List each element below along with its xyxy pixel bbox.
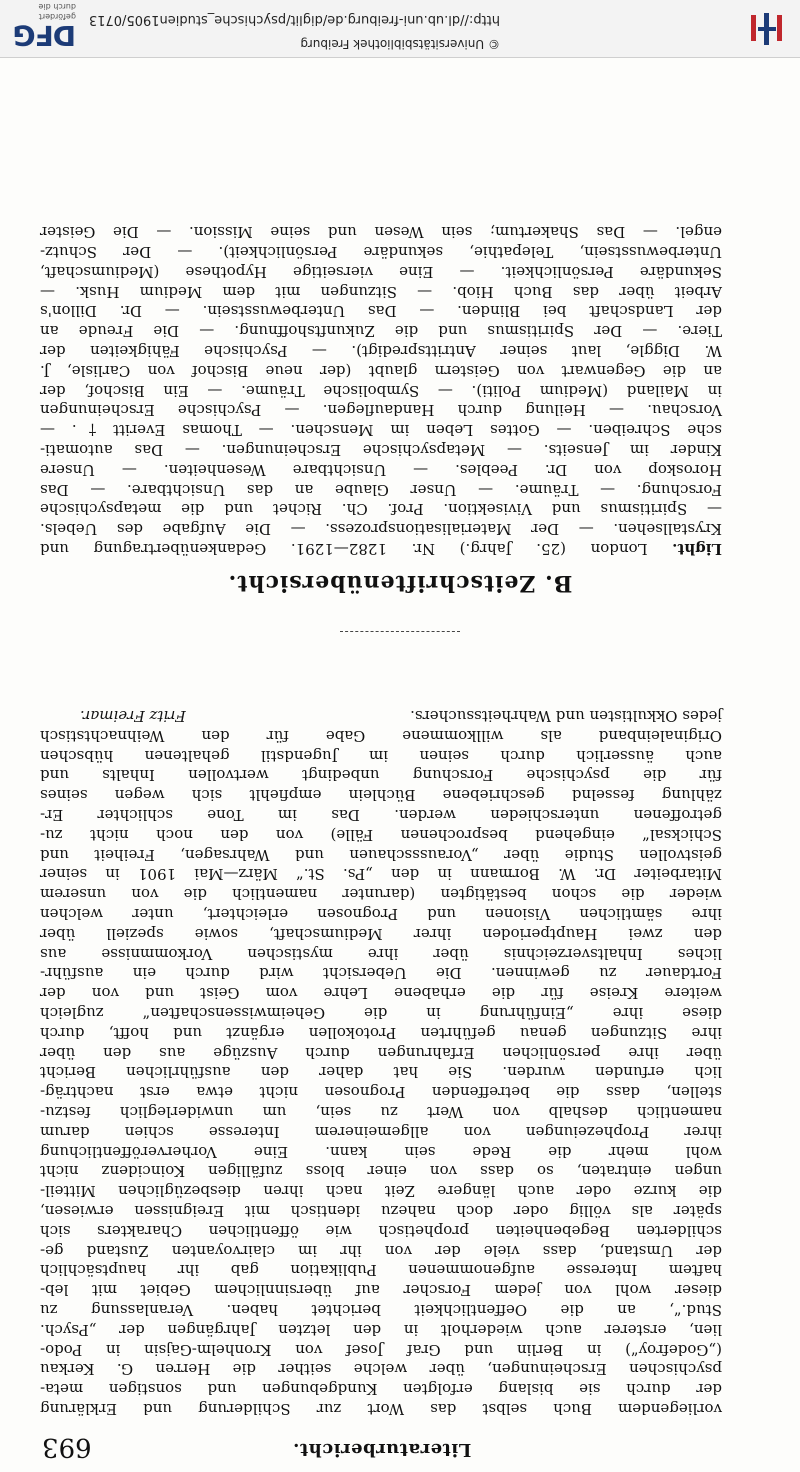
journal-line: — Spiritismus und Vivisektion. Prof. Ch. Richet und die metapsychische [40,500,722,519]
review-line: lien, ersterer auch wiederholt in den letzten Jahrgängen der „Psych. [40,1320,722,1339]
review-line: ihre sämtlichen Visionen und Prognosen erleichtert, unter welchen [40,905,722,924]
permalink[interactable]: http://dl.ub.uni-freiburg.de/diglit/psychische_studien1905/0713 [88,12,500,27]
dfg-logo-text: DFG [13,19,76,52]
journal-line: Tiere. — Der Spiritismus und die Zukunftshoffnung. — Die Freude an [40,322,722,341]
copyright-text: © Universitätsbibliothek Freiburg [300,37,500,51]
journal-line: Horoskop von Dr. Peebles. — Unsichtbare Wesenheiten. — Unsere [40,460,722,479]
review-line: diese ihre „Einführung in die Geheimwissenschaften“ zugleich [40,1004,722,1023]
journal-line: Krystallsehen. — Der Materialisationsprozess. — Die Aufgabe des Uebels. [40,520,722,539]
review-line: namentlich deshalb von Wert zu sein, um unwiderleglich festzu- [40,1103,722,1122]
review-line: über ihre persönlichen Erfahrungen durch Auszüge aus den über [40,1043,722,1062]
review-line: den zwei Hauptperioden ihrer Mediumschaft, sowie speziell über [40,924,722,943]
journal-line: Arbeit über das Buch Hiob. — Sitzungen mit dem Medium Husk. — [40,282,722,301]
journal-summary [40,221,722,558]
dfg-logo [13,2,76,52]
review-line: Fortdauer zu gewinnen. Die Uebersicht wird durch ein ausführ- [40,964,722,983]
journal-name: Light. [672,540,722,558]
journal-line: Forschung. — Träume. — Unser Glaube an das Unsichtbare. — Das [40,480,722,499]
review-signature: Fritz Freimar. [80,707,186,726]
review-line: Originaleinband als willkommene Gabe für den Weihnachtstisch [40,726,722,745]
review-line: wohl mehr die Rede sein kann. Eine Vorherveröffentlichung [40,1142,722,1161]
review-line: weitere Kreise für die erhabene Lehre vom Geist und von der [40,984,722,1003]
review-line: haftem Interesse aufgenommenen Publikation gab ihr hauptsächlich [40,1261,722,1280]
review-line: jedes Okkultisten und Wahrheitssuchers. [410,707,722,726]
review-last-line [40,705,722,725]
review-line: für die psychische Forschung unbedingt wertvollen Inhalts und [40,766,722,785]
review-line: dieser wohl von jedem Forscher auf übersinnlichem Gebiet mit leb- [40,1281,722,1300]
review-line: später als völlig oder doch nahezu identisch mit Ereignissen erwiesen, [40,1202,722,1221]
running-title: Literaturbericht. [292,1439,472,1460]
page-number: 693 [42,1432,92,1462]
review-line: vorliegendem Buch selbst das Wort zur Schilderung und Erklärung [40,1400,722,1418]
review-line: lich erfunden wurden. Sie hat daher den ausführlichen Bericht [40,1063,722,1082]
journal-line: Sekundäre Persönlichkeit. — Eine vierseitige Hypothese (Mediumschaft, [40,262,722,281]
review-line: ihrer Prophezeiungen von allgemeinerem Interesse schien darum [40,1122,722,1141]
journal-line: engel. — Das Shakertum; sein Wesen und seine Mission. — Die Geister [40,223,722,242]
dfg-sub-text: gefördert durch die [38,2,76,21]
review-line: schilderten Begebenheiten prophetisch wie öffentlichen Charakters sich [40,1221,722,1240]
review-line: ihre Sitzungen genau geführten Protokollen ergänzt und hofft, durch [40,1023,722,1042]
ub-freiburg-logo-icon [746,9,786,49]
review-line: liches Inhaltsverzeichnis über ihre mystischen Vorkommnisse aus [40,944,722,963]
journal-line: Vorschau. — Heilung durch Handauflegen. — Psychische Erscheinungen [40,401,722,420]
page-header [42,1430,722,1460]
review-line: Stud.“, an die Oeffentlichkeit berichtet haben. Veranlassung zu [40,1301,722,1320]
section-heading: B. Zeitschriftenübersicht. [227,570,573,596]
journal-line: Unterbewusstsein, Telepathie, sekundäre Persönlichkeit). — Der Schutz- [40,243,722,262]
review-line: ungen eintraten, so dass von einer bloss zufälligen Koincidenz nicht [40,1162,722,1181]
review-line: Mitarbeiter Dr. W. Bormann in den „Ps. St.“ März—Mai 1901 in seiner [40,865,722,884]
journal-line: sche Schreiben. — Gottes Leben im Menschen. — Thomas Everitt †. — [40,421,722,440]
review-line: getroffenen unterschieden werden. Das im Tone schlichter Er- [40,806,722,825]
journal-line: London (25. Jahrg.) Nr. 1282—1291. Gedankenübertragung und [40,540,648,558]
separator-rule [340,631,460,632]
review-line: die kurze oder auch längere Zeit nach ihren diesbezüglichen Mitteil- [40,1182,722,1201]
journal-line: der Landschaft bei Blinden. — Das Unterbewusstsein. — Dr. Dillon's [40,302,722,321]
journal-line-first [40,538,722,558]
review-line: auch äusserlich durch seinen im Jugendstil gehaltenen hübschen [40,746,722,765]
book-review-paragraph [40,705,722,1418]
journal-line: W. Diggle, laut seiner Antrittspredigt). — Psychische Fähigkeiten der [40,342,722,361]
review-line: psychischen Erscheinungen, über welche seither die Herren G. Kerkau [40,1360,722,1379]
journal-line: an die Gegenwart von Geistern glaubt (der neue Bischof von Carlisle, J. [40,361,722,380]
review-line: wieder die schon bestätigten (darunter namentlich die von unserem [40,885,722,904]
review-line: („Godefroy“) in Berlin und Graf Josef von Kronhelm-Gajsin in Podo- [40,1340,722,1359]
review-line: der Umstand, dass viele der von ihr im clairvoyanten Zustand ge- [40,1241,722,1260]
review-line: geistvollen Studie über „Voraussschauen und Wahrsagen, Freiheit und [40,845,722,864]
review-line: Schicksal“ eingehend besprochenen Fälle) von den noch nicht zu- [40,825,722,844]
review-line: stellen, dass die betreffenden Prognosen nicht etwa erst nachträg- [40,1083,722,1102]
journal-line: Kinder im Jenseits. — Metapsychische Erscheinungen. — Das automati- [40,441,722,460]
attribution-bar [0,0,800,58]
review-line: der durch sie bislang erfolgten Kundgebungen und sonstigen meta- [40,1380,722,1399]
review-line: zählung fesselnd geschriebene Büchlein empfiehlt sich wegen seines [40,786,722,805]
journal-line: in Mailand (Medium Politi). — Symbolische Träume. — Ein Bischof, der [40,381,722,400]
